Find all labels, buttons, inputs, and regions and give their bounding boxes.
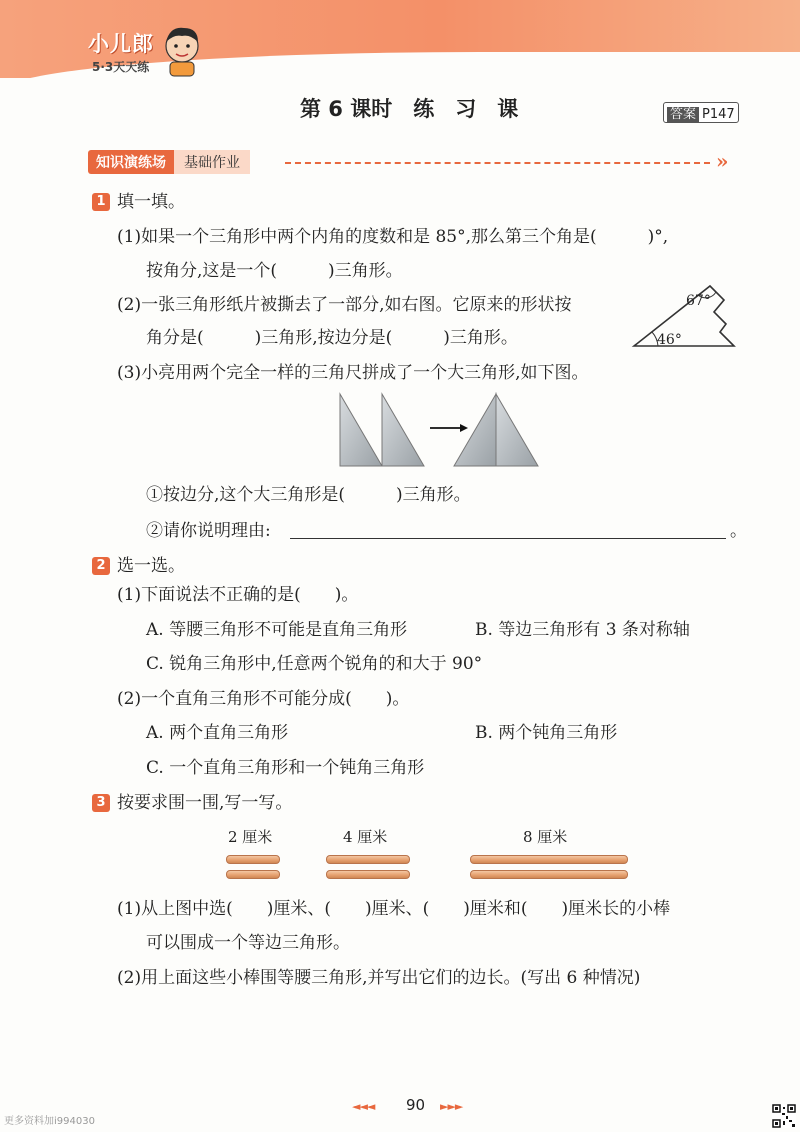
question-3-badge: 3	[92, 794, 110, 812]
section-subtitle: 基础作业	[174, 150, 250, 174]
logo-subtitle: 5·3天天练	[92, 60, 150, 74]
stick-label-8cm: 8 厘米	[523, 828, 568, 846]
q1-part1-line2: 按角分,这是一个( )三角形。	[146, 261, 403, 281]
question-2-title: 选一选。	[117, 556, 185, 576]
set-squares-figure	[336, 390, 546, 470]
torn-triangle-figure	[628, 278, 748, 350]
stick-label-4cm: 4 厘米	[343, 828, 388, 846]
angle-label-top: 67°	[686, 293, 711, 309]
q1-part3-b-end: 。	[730, 521, 747, 541]
stick-4cm-1	[326, 855, 410, 864]
section-tag: 知识演练场	[88, 150, 174, 174]
qr-code-icon	[772, 1104, 796, 1128]
answer-label: 答案	[667, 107, 699, 122]
stick-2cm-1	[226, 855, 280, 864]
q2-part1: (1)下面说法不正确的是( )。	[117, 585, 359, 605]
logo-title: 小儿郎	[88, 32, 154, 56]
q2-part1-option-b: B. 等边三角形有 3 条对称轴	[475, 620, 690, 640]
q3-part2: (2)用上面这些小棒围等腰三角形,并写出它们的边长。(写出 6 种情况)	[117, 968, 641, 988]
q2-part2-option-a: A. 两个直角三角形	[146, 723, 289, 743]
question-1-title: 填一填。	[117, 192, 185, 212]
q2-part2-option-c: C. 一个直角三角形和一个钝角三角形	[146, 758, 425, 778]
q2-part1-option-a: A. 等腰三角形不可能是直角三角形	[146, 620, 408, 640]
q1-part3-b: ②请你说明理由:	[146, 521, 271, 541]
q1-part2-line1: (2)一张三角形纸片被撕去了一部分,如右图。它原来的形状按	[117, 295, 572, 315]
stick-8cm-1	[470, 855, 628, 864]
watermark-text: 更多资料加i994030	[4, 1116, 95, 1127]
q2-part1-option-c: C. 锐角三角形中,任意两个锐角的和大于 90°	[146, 654, 483, 674]
q3-part1-line2: 可以围成一个等边三角形。	[146, 933, 350, 953]
section-bar	[88, 150, 250, 174]
stick-2cm-2	[226, 870, 280, 879]
stick-4cm-2	[326, 870, 410, 879]
mascot-icon	[160, 24, 204, 78]
question-3-title: 按要求围一围,写一写。	[117, 793, 293, 813]
q1-part1-line1: (1)如果一个三角形中两个内角的度数和是 85°,那么第三个角是( )°,	[117, 227, 669, 247]
angle-label-bottom: 46°	[657, 332, 682, 348]
reason-answer-line	[290, 538, 726, 539]
q2-part2-option-b: B. 两个钝角三角形	[475, 723, 618, 743]
q1-part2-line2: 角分是( )三角形,按边分是( )三角形。	[146, 328, 518, 348]
answer-page: P147	[702, 107, 735, 122]
section-divider	[285, 162, 710, 164]
q2-part2: (2)一个直角三角形不可能分成( )。	[117, 689, 410, 709]
q3-part1-line1: (1)从上图中选( )厘米、( )厘米、( )厘米和( )厘米长的小棒	[117, 899, 671, 919]
question-1-badge: 1	[92, 193, 110, 211]
footer-right-arrows-icon: ►►►	[440, 1100, 463, 1113]
page-number: 90	[406, 1096, 426, 1114]
answer-reference	[663, 102, 739, 123]
stick-8cm-2	[470, 870, 628, 879]
q1-part3-line1: (3)小亮用两个完全一样的三角尺拼成了一个大三角形,如下图。	[117, 363, 589, 383]
q1-part3-a: ①按边分,这个大三角形是( )三角形。	[146, 485, 471, 505]
stick-label-2cm: 2 厘米	[228, 828, 273, 846]
section-arrow-icon: »	[716, 149, 729, 173]
lesson-title: 第 6 课时 练 习 课	[300, 97, 519, 121]
footer-left-arrows-icon: ◄◄◄	[352, 1100, 375, 1113]
question-2-badge: 2	[92, 557, 110, 575]
